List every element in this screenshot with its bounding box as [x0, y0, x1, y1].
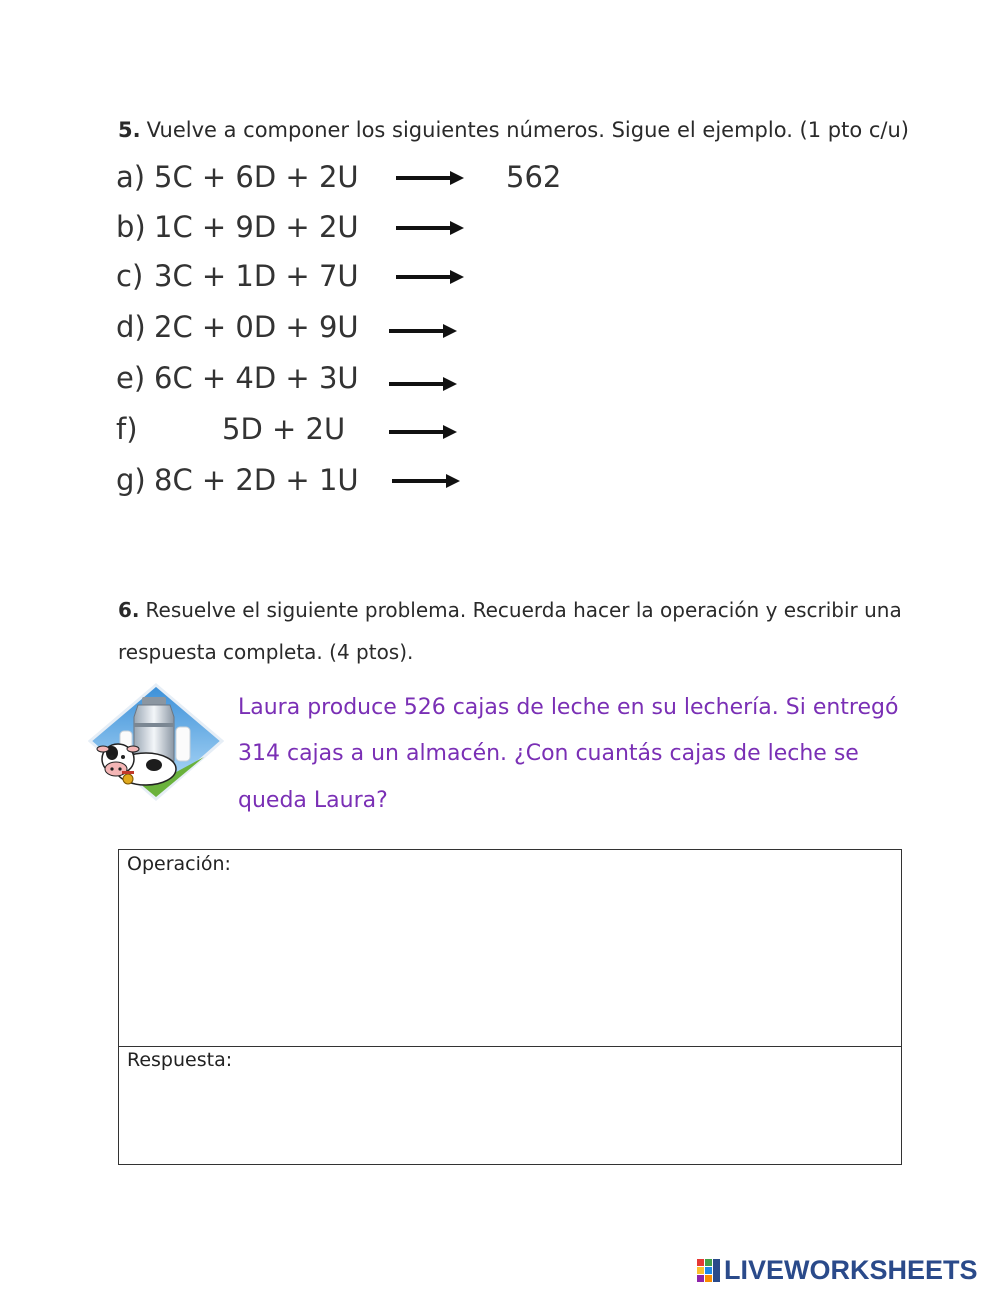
item-letter: g) — [116, 463, 146, 497]
q6-instruction-line2: respuesta completa. (4 ptos). — [118, 640, 414, 664]
q5-instruction — [118, 118, 909, 142]
operation-label: Operación: — [127, 853, 231, 875]
item-expression: 1C + 9D + 2U — [154, 210, 359, 244]
item-expression: 8C + 2D + 1U — [154, 463, 359, 497]
q5-number: 5. — [118, 118, 141, 142]
q5-item-d — [116, 310, 616, 350]
item-letter: e) — [116, 361, 146, 395]
q6-number: 6. — [118, 598, 140, 622]
answer-box — [118, 849, 902, 1165]
q5-instruction-text: Vuelve a componer los siguientes números. Sigue el ejemplo. (1 pto c/u) — [146, 118, 909, 142]
q5-item-e — [116, 361, 616, 401]
problem-text-line: 314 cajas a un almacén. ¿Con cuantás cajas de leche se — [238, 741, 859, 766]
q5-item-g — [116, 463, 616, 503]
item-letter: a) — [116, 160, 146, 194]
arrow-right-icon — [389, 376, 459, 392]
arrow-right-icon — [392, 473, 462, 489]
cow-milk-illustration-icon — [88, 683, 224, 801]
item-letter: d) — [116, 310, 146, 344]
brand-name: LIVEWORKSHEETS — [724, 1255, 978, 1285]
problem-text-line: queda Laura? — [238, 788, 388, 813]
item-expression: 6C + 4D + 3U — [154, 361, 359, 395]
operation-field[interactable] — [127, 880, 893, 1040]
q6-instruction-line1: Resuelve el siguiente problema. Recuerda hacer la operación y escribir una — [145, 598, 902, 622]
q5-item-c — [116, 259, 616, 299]
item-expression: 2C + 0D + 9U — [154, 310, 359, 344]
response-field[interactable] — [127, 1076, 893, 1160]
item-expression: 5C + 6D + 2U — [154, 160, 359, 194]
item-expression: 5D + 2U — [222, 412, 346, 446]
arrow-right-icon — [396, 269, 466, 285]
liveworksheets-grid-icon — [697, 1259, 721, 1283]
answer-field[interactable]: 562 — [506, 160, 562, 194]
item-letter: b) — [116, 210, 146, 244]
liveworksheets-logo[interactable] — [697, 1255, 997, 1285]
q5-item-f — [116, 412, 616, 452]
problem-text-line: Laura produce 526 cajas de leche en su lechería. Si entregó — [238, 695, 899, 720]
response-label: Respuesta: — [127, 1049, 233, 1071]
item-letter: f) — [116, 412, 138, 446]
divider — [119, 1046, 901, 1047]
q6-instruction — [118, 598, 902, 622]
q5-item-b — [116, 210, 616, 250]
arrow-right-icon — [396, 220, 466, 236]
arrow-right-icon — [396, 170, 466, 186]
item-letter: c) — [116, 259, 144, 293]
item-expression: 3C + 1D + 7U — [154, 259, 359, 293]
arrow-right-icon — [389, 424, 459, 440]
arrow-right-icon — [389, 323, 459, 339]
q5-item-a — [116, 160, 616, 200]
